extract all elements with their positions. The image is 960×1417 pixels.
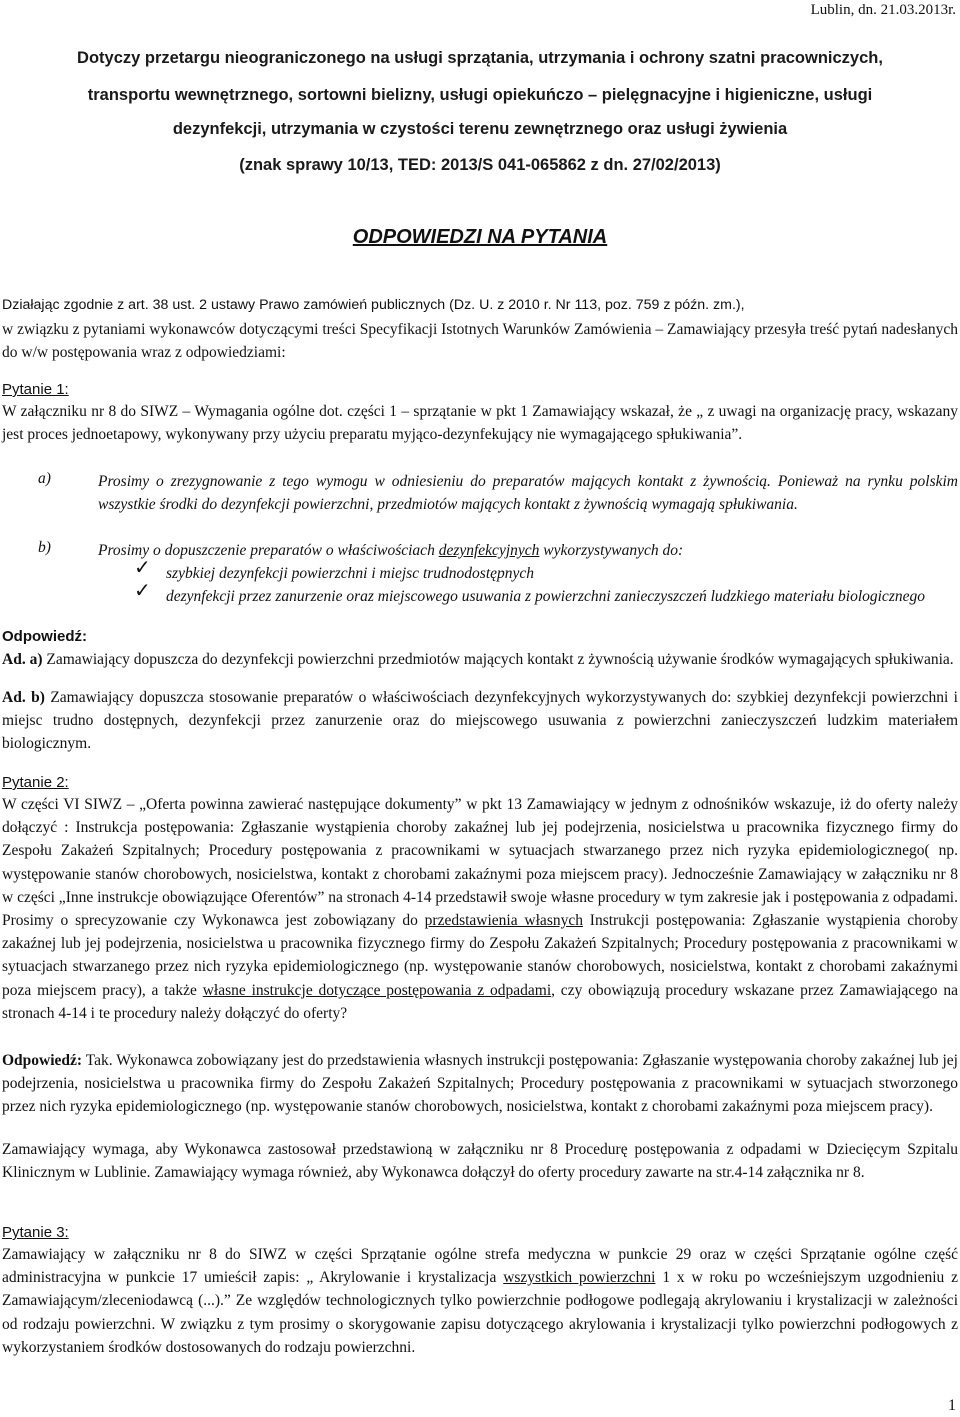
- subject-line-2: transportu wewnętrznego, sortowni bielizny, usługi opiekuńczo – pielęgnacyjne i higieniczne, usługi: [87, 86, 873, 104]
- question-2-text: W części VI SIWZ – „Oferta powinna zawierać następujące dokumenty” w pkt 13 Zamawiający w jednym z odnośników wskazuje, iż do oferty należy dołączyć : Instrukcja postępowania: Zgłaszanie wystąpienia choroby zakaźnej lub jej podejrzenia, nosicielstwa u pracownika fizycznego firmy do Zespołu Zakażeń Szpitalnych; Procedury postępowania z pracownikami w sytuacjach stwarzanego przez nich ryzyka epidemiologicznego( np. występowanie stanów chorobowych, nosicielstwa, kontakt z chorobami zakaźnymi poza miejscem pracy). Jednocześnie Zamawiający w załączniku nr 8 w części „Inne instrukcje obowiązujące Oferentów” na stronach 4-14 przedstawił swoje własne procedury w tym zakresie jak i postępowania z odpadami. Prosimy o sprecyzowanie czy Wykonawca jest zobowiązany do przedstawienia własnych Instrukcji postępowania: Zgłaszanie wystąpienia choroby zakaźnej lub jej podejrzenia, nosicielstwa u pracownika fizycznego firmy do Zespołu Zakażeń Szpitalnych; Procedury postępowania z pracownikami w sytuacjach stwarzanego przez nich ryzyka epidemiologicznego (np. występowanie stanów chorobowych, nosicielstwa, kontakt z chorobami zakaźnymi poza miejscem pracy), a także własne instrukcje dotyczące postępowania z odpadami, czy obowiązują procedury wskazane przez Zamawiającego na stronach 4-14 i te procedury należy dołączyć do oferty?: [2, 796, 958, 1022]
- date-line: Lublin, dn. 21.03.2013r.: [810, 2, 956, 18]
- q1-item-a-marker: a): [38, 470, 51, 487]
- question-2-answer-label: Odpowiedź:: [2, 1052, 83, 1069]
- subject-line-3: dezynfekcji, utrzymania w czystości terenu zewnętrznego oraz usługi żywienia: [172, 120, 788, 138]
- question-2-answer-continued: Zamawiający wymaga, aby Wykonawca zastosował przedstawioną w załączniku nr 8 Procedurę postępowania z odpadami w Dziecięcym Szpitalu Klinicznym w Lublinie. Zamawiający wymaga również, aby Wykonawca dołączył do oferty procedury zawarte na str.4-14 załącznika nr 8.: [2, 1141, 958, 1182]
- subject-line-1: Dotyczy przetargu nieograniczonego na usługi sprzątania, utrzymania i ochrony szatni pracowniczych,: [77, 49, 883, 67]
- question-1-answer-label: Odpowiedź:: [2, 628, 87, 645]
- question-1-label: Pytanie 1:: [2, 381, 69, 398]
- q1-check-item-2: dezynfekcji przez zanurzenie oraz miejscowego usuwania z powierzchni zanieczyszczeń ludzkiego materiału biologicznego: [166, 588, 925, 605]
- checkmark-icon: ✓: [134, 557, 151, 579]
- q1-check-item-1: szybkiej dezynfekcji powierzchni i miejsc trudnodostępnych: [166, 565, 535, 582]
- question-2-answer: Odpowiedź: Tak. Wykonawca zobowiązany jest do przedstawienia własnych instrukcji postępowania: Zgłaszanie występowania choroby zakaźnej lub jej podejrzenia, nosicielstwa u pracownika firmy do Zespołu Zakażeń Szpitalnych; Procedury postępowania z pracownikami w sytuacjach stworzonego przez nich ryzyka epidemiologicznego (np. występowanie stanów chorobowych, nosicielstwa, kontakt z chorobami zakaźnymi poza miejscem pracy).: [2, 1052, 958, 1116]
- intro-line-1: Działając zgodnie z art. 38 ust. 2 ustawy Prawo zamówień publicznych (Dz. U. z 2010 r. Nr 113, poz. 759 z późn. zm.),: [2, 297, 745, 313]
- document-title: ODPOWIEDZI NA PYTANIA: [352, 226, 608, 248]
- q1-answer-a: Ad. a) Zamawiający dopuszcza do dezynfekcji powierzchni przedmiotów mających kontakt z żywnością używanie środków wymagających spłukiwania.: [2, 651, 954, 668]
- q1-item-a-text: Prosimy o zrezygnowanie z tego wymogu w odniesieniu do preparatów mających kontakt z żywnością. Ponieważ na rynku polskim wszystkie środki do dezynfekcji powierzchni, przedmiotów mających kontakt z żywnością wymagają spłukiwania.: [98, 473, 958, 514]
- intro-paragraph: w związku z pytaniami wykonawców dotyczącymi treści Specyfikacji Istotnych Warunków Zamówienia – Zamawiający przesyła treść pytań nadesłanych do w/w postępowania wraz z odpowiedziami:: [2, 321, 958, 362]
- question-2-label: Pytanie 2:: [2, 774, 69, 791]
- question-1-text: W załączniku nr 8 do SIWZ – Wymagania ogólne dot. części 1 – sprzątanie w pkt 1 Zamawiający wskazał, że „ z uwagi na organizację pracy, wskazany jest proces jednoetapowy, wykonywany przy użyciu preparatu myjąco-dezynfekujący nie wymagającego spłukiwania”.: [2, 403, 958, 444]
- q1-item-b-text: Prosimy o dopuszczenie preparatów o właściwościach dezynfekcyjnych wykorzystywanych do:: [98, 542, 684, 559]
- question-3-label: Pytanie 3:: [2, 1224, 69, 1241]
- page-number: 1: [948, 1397, 956, 1414]
- question-3-text: Zamawiający w załączniku nr 8 do SIWZ w części Sprzątanie ogólne strefa medyczna w punkcie 29 oraz w części Sprzątanie ogólne część administracyjna w punkcie 17 umieścił zapis: „ Akrylowanie i krystalizacja wszystkich powierzchni 1 x w roku po wcześniejszym uzgodnieniu z Zamawiającym/zleceniodawcą (...).” Ze względów technologicznych tylko powierzchnie podłogowe podlegają akrylowaniu i krystalizacji w zależności od rodzaju powierzchni. W związku z tym prosimy o skorygowanie zapisu dotyczącego akrylowania i krystalizacji tylko powierzchni podłogowych z wykorzystaniem środków dostosowanych do rodzaju powierzchni.: [2, 1246, 958, 1356]
- checkmark-icon: ✓: [134, 580, 151, 602]
- q1-item-b-marker: b): [38, 539, 51, 556]
- q1-answer-b: Ad. b) Zamawiający dopuszcza stosowanie preparatów o właściwościach dezynfekcyjnych wykorzystywanych do: szybkiej dezynfekcji powierzchni i miejsc trudno dostępnych, dezynfekcji przez zanurzenie oraz do miejscowego usuwania z powierzchni zanieczyszczeń ludzkim materiałem biologicznym.: [2, 689, 958, 753]
- subject-line-4: (znak sprawy 10/13, TED: 2013/S 041-065862 z dn. 27/02/2013): [239, 156, 721, 174]
